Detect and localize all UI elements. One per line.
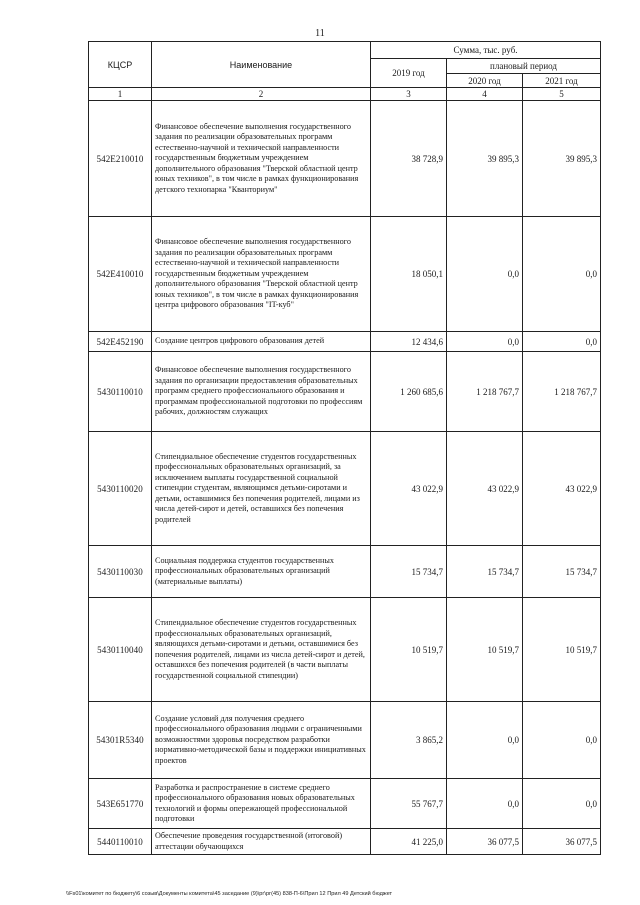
row-amount-2021: 0,0 [523,779,601,829]
row-amount-2020: 15 734,7 [447,546,523,598]
row-name: Стипендиальное обеспечение студентов государственных профессиональных образовательных организаций, за исключением выплаты государственной социальной стипендии студентам, являющимся детьми-сиротами и детьми, оставшимися без попечения родителей, лицами из числа детей-сирот и детей, оставшихся без попечения родителей [152,432,371,546]
column-number: 5 [523,88,601,101]
row-amount-2019: 41 225,0 [371,829,447,855]
column-number: 2 [152,88,371,101]
table-row [89,702,601,779]
row-amount-2020: 43 022,9 [447,432,523,546]
row-amount-2021: 0,0 [523,217,601,332]
row-name: Создание условий для получения среднего профессионального образования людьми с ограниченными возможностями здоровья посредством разработки нормативно-методической базы и поддержки инициативных проектов [152,702,371,779]
table-row [89,432,601,546]
row-amount-2020: 0,0 [447,332,523,352]
row-code: 542E452190 [89,332,152,352]
header-year-2021: 2021 год [523,74,601,88]
column-number: 3 [371,88,447,101]
row-code: 542E210010 [89,101,152,217]
row-amount-2020: 1 218 767,7 [447,352,523,432]
row-amount-2021: 15 734,7 [523,546,601,598]
row-amount-2021: 10 519,7 [523,598,601,702]
row-amount-2019: 55 767,7 [371,779,447,829]
table-row [89,217,601,332]
row-code: 5430110040 [89,598,152,702]
header-name: Наименование [152,42,371,88]
row-amount-2020: 0,0 [447,702,523,779]
row-name: Социальная поддержка студентов государственных профессиональных образовательных организаций (материальные выплаты) [152,546,371,598]
table-row [89,546,601,598]
footer-file-path: \\Fs01\комитет по бюджету\6 созыв\Документы комитета\45 заседание (9)\рг\рг(45) 838-П-6\Прил 12 Прил 49 Детский бюджет [66,891,393,897]
row-amount-2020: 0,0 [447,779,523,829]
row-name: Стипендиальное обеспечение студентов государственных профессиональных образовательных организаций, являющихся детьми-сиротами и детьми, оставшимися без попечения родителей, лицами из числа детей-сирот и детей, оставшихся без попечения родителей (в части выплаты государственной социальной стипендии) [152,598,371,702]
header-year-2019: 2019 год [371,59,447,88]
row-amount-2020: 36 077,5 [447,829,523,855]
row-amount-2020: 39 895,3 [447,101,523,217]
row-code: 5430110030 [89,546,152,598]
row-code: 5430110020 [89,432,152,546]
row-amount-2019: 43 022,9 [371,432,447,546]
table-row [89,598,601,702]
row-code: 5440110010 [89,829,152,855]
table-row [89,101,601,217]
row-amount-2019: 12 434,6 [371,332,447,352]
row-amount-2021: 39 895,3 [523,101,601,217]
row-amount-2021: 1 218 767,7 [523,352,601,432]
header-year-2020: 2020 год [447,74,523,88]
table-row [89,779,601,829]
row-amount-2021: 43 022,9 [523,432,601,546]
row-amount-2019: 10 519,7 [371,598,447,702]
column-number: 4 [447,88,523,101]
row-name: Финансовое обеспечение выполнения государственного задания по реализации образовательных программ естественно-научной и технической направленности государственным бюджетным учреждением дополнительного образования "Тверской областной центр юных техников", в том числе в рамках функционирования центра цифрового образования "IT-куб" [152,217,371,332]
budget-table [88,41,601,855]
row-amount-2019: 18 050,1 [371,217,447,332]
table-row [89,352,601,432]
row-name: Разработка и распространение в системе среднего профессионального образования новых образовательных технологий и формы опережающей профессиональной подготовки [152,779,371,829]
row-amount-2019: 15 734,7 [371,546,447,598]
table-row [89,332,601,352]
row-name: Финансовое обеспечение выполнения государственного задания по организации предоставления образовательных программ среднего профессионального образования и программам профессиональной подготовки по профессиям рабочих, должностям служащих [152,352,371,432]
row-name: Создание центров цифрового образования детей [152,332,371,352]
row-code: 543E651770 [89,779,152,829]
header-sum: Сумма, тыс. руб. [371,42,601,59]
row-name: Обеспечение проведения государственной (итоговой) аттестации обучающихся [152,829,371,855]
row-amount-2019: 1 260 685,6 [371,352,447,432]
header-code: КЦСР [89,42,152,88]
row-amount-2021: 36 077,5 [523,829,601,855]
table-row [89,829,601,855]
header-planned-period: плановый период [447,59,601,74]
row-code: 542E410010 [89,217,152,332]
row-code: 5430110010 [89,352,152,432]
row-amount-2019: 3 865,2 [371,702,447,779]
column-number-row [89,88,601,101]
row-code: 54301R5340 [89,702,152,779]
row-name: Финансовое обеспечение выполнения государственного задания по реализации образовательных программ естественно-научной и технической направленности государственным бюджетным учреждением дополнительного образования "Тверской областной центр юных техников", в том числе в рамках функционирования детского технопарка "Кванториум" [152,101,371,217]
row-amount-2021: 0,0 [523,332,601,352]
row-amount-2021: 0,0 [523,702,601,779]
row-amount-2020: 10 519,7 [447,598,523,702]
row-amount-2020: 0,0 [447,217,523,332]
row-amount-2019: 38 728,9 [371,101,447,217]
page-number: 11 [315,28,325,39]
column-number: 1 [89,88,152,101]
